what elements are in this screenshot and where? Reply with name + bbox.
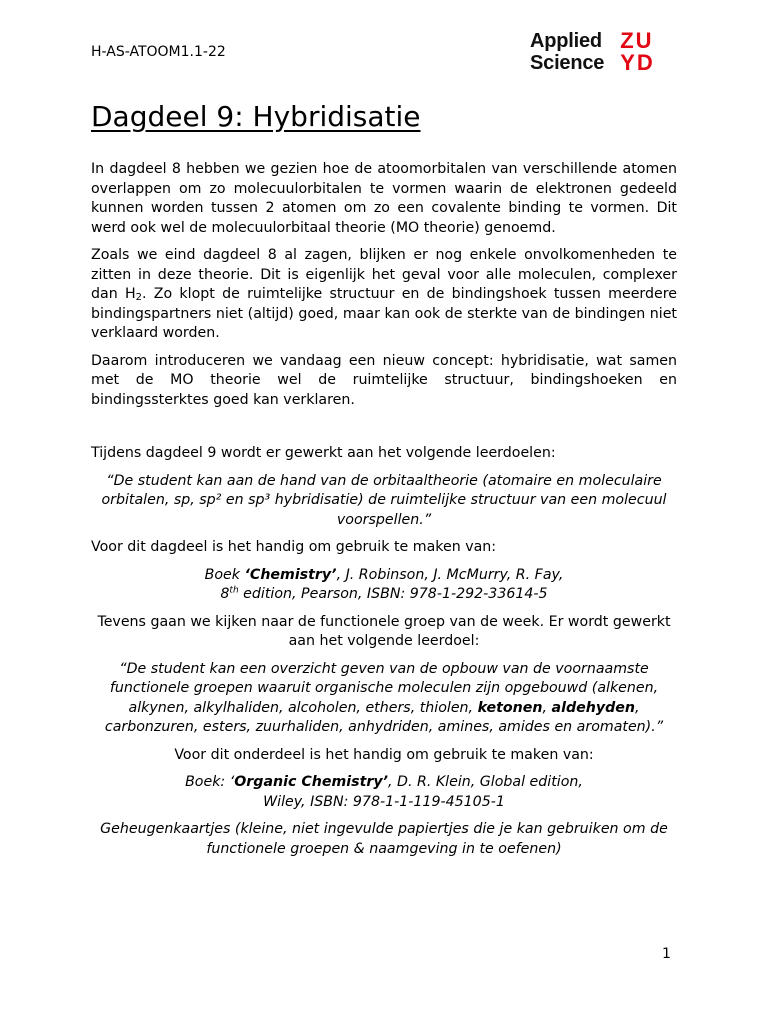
text-span: “De student kan een overzicht geven van de opbouw van de voornaamste functionele groepen waaruit organische moleculen zijn opgebouwd (alkenen, alkynen, alkylhaliden, alcoholen, ethers, thiolen, [109,660,659,716]
text-span: Wiley, ISBN: 978-1-1-119-45105-1 [263,793,505,810]
learning-goal-1: “De student kan aan de hand van de orbitaaltheorie (atomaire en moleculaire orbitalen, sp, sp² en sp³ hybridisatie) de ruimtelijke structuur van een molecuul voorspellen.” [101,472,667,528]
text-span: Zoals we eind dagdeel 8 al zagen, blijken er nog enkele onvolkomenheden te zitten in deze theorie. Dit is eigenlijk het geval voor alle moleculen, complexer dan H [91,247,677,302]
text-span: , J. Robinson, J. McMurry, R. Fay, [336,566,564,583]
paragraph-hybridisation: Daarom introduceren we vandaag een nieuw concept: hybridisatie, wat samen met de MO theorie wel de ruimtelijke structuur, bindingshoeken en bindingssterktes goed kan verklaren. [91,352,677,408]
zuyd-mark [620,30,655,74]
logo-line-applied: Applied [530,30,602,52]
text-span: edition, Pearson, ISBN: 978-1-292-33614-5 [238,586,548,602]
bold-term: aldehyden [551,699,635,716]
paragraph-intro: In dagdeel 8 hebben we gezien hoe de atoomorbitalen van verschillende atomen overlappen om zo molecuulorbitalen te vormen waarin de elektronen gedeeld kunnen worden tussen 2 atomen om zo een covalente binding te vormen. Dit werd ook wel de molecuulorbitaal theorie (MO theorie) genoemd. [91,161,677,236]
subscript: 2 [135,292,142,303]
paragraph-resources-intro-2: Voor dit onderdeel is het handig om gebruik te maken van: [174,746,594,763]
paragraph-learning-goals-intro: Tijdens dagdeel 9 wordt er gewerkt aan het volgende leerdoelen: [91,445,556,461]
logo-text [530,30,604,74]
logo-mark-zu: ZU [620,28,654,53]
logo-line-science: Science [530,52,605,74]
page-number: 1 [662,946,671,962]
bold-term: ketonen [477,699,543,716]
text-span: . Zo klopt de ruimtelijke structuur en de bindingshoek tussen meerdere bindingspartners niet (altijd) goed, maar kan ook de sterkte van de bindingen niet verklaard worden. [91,286,677,341]
logo-mark-yd: YD [620,50,655,75]
book-reference-chemistry [91,566,677,605]
text-span: Boek: ‘ [185,774,235,790]
applied-science-zuyd-logo [530,30,655,74]
document-code: H-AS-ATOOM1.1-22 [91,44,226,60]
book-title: Organic Chemistry’ [234,774,388,790]
spacer [91,418,677,444]
paragraph-shortcomings [91,246,677,344]
text-span: , carbonzuren, esters, zuurhaliden, anhydriden, amines, amides en aromaten).” [104,699,664,735]
text-span: 8 [220,586,230,602]
learning-goal-2 [91,660,677,738]
paragraph-resources-intro: Voor dit dagdeel is het handig om gebruik te maken van: [91,539,497,555]
superscript: th [229,585,239,596]
book-title: ‘Chemistry’ [244,566,337,583]
text-span: , D. R. Klein, Global edition, [388,774,583,790]
text-span: , [542,699,552,716]
book-reference-organic-chemistry [91,773,677,812]
paragraph-functional-group: Tevens gaan we kijken naar de functionele groep van de week. Er wordt gewerkt aan het volgende leerdoel: [97,613,671,649]
text-span: Boek [204,566,245,583]
document-body [91,160,677,867]
paragraph-flashcards: Geheugenkaartjes (kleine, niet ingevulde papiertjes die je kan gebruiken om de functionele groepen & naamgeving in te oefenen) [100,821,668,857]
page-title: Dagdeel 9: Hybridisatie [91,100,421,133]
